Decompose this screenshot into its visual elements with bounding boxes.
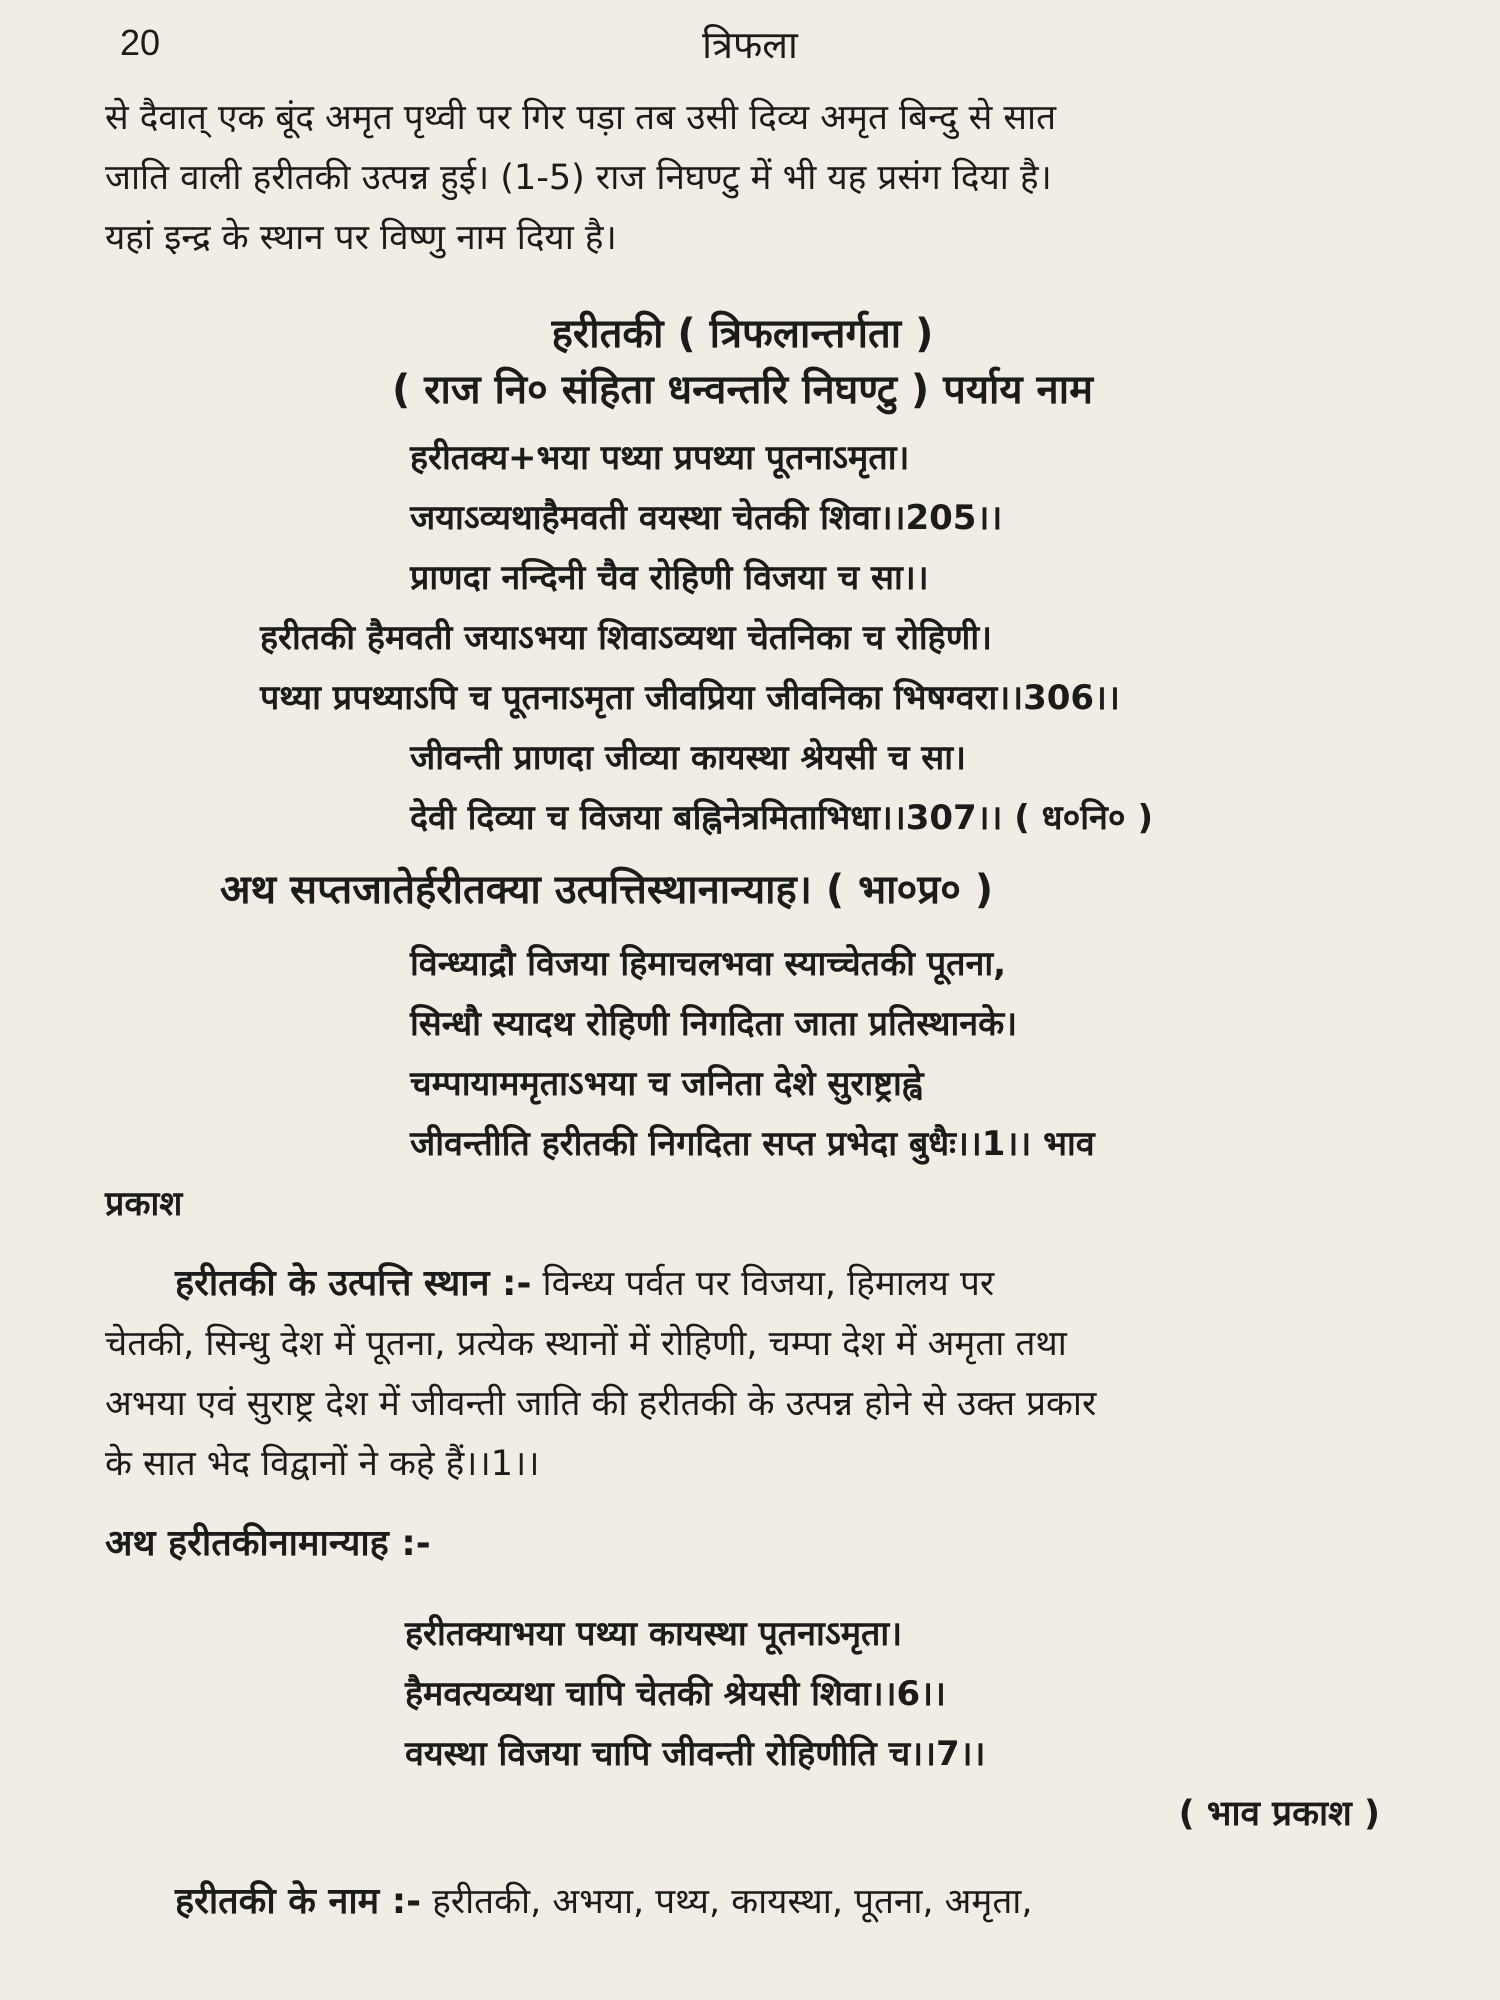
verse-block bbox=[105, 934, 1380, 1234]
text-line: यहां इन्द्र के स्थान पर विष्णु नाम दिया है। bbox=[105, 218, 617, 258]
explanation-paragraph bbox=[105, 1872, 1380, 1932]
text-line: जाति वाली हरीतकी उत्पन्न हुई। (1-5) राज निघण्टु में भी यह प्रसंग दिया है। bbox=[105, 158, 1052, 198]
verse-line: हैमवत्यव्यथा चापि चेतकी श्रेयसी शिवा।।6।। bbox=[405, 1674, 946, 1714]
page-header bbox=[0, 18, 1500, 78]
text-line: के सात भेद विद्वानों ने कहे हैं।।1।। bbox=[105, 1444, 540, 1484]
section-heading: अथ हरीतकीनामान्याह :- bbox=[105, 1523, 431, 1564]
text-line bbox=[105, 1254, 1380, 1314]
verse-line: जयाऽव्यथाहैमवती वयस्था चेतकी शिवा।।205।। bbox=[410, 498, 1003, 538]
verse-line: जीवन्ती प्राणदा जीव्या कायस्था श्रेयसी च सा। bbox=[410, 738, 966, 778]
verse-line: जीवन्तीति हरीतकी निगदिता सप्त प्रभेदा बुधैः।।1।। भाव bbox=[410, 1124, 1095, 1164]
verse-line: विन्ध्याद्रौ विजया हिमाचलभवा स्याच्चेतकी पूतना, bbox=[410, 944, 1007, 984]
text-line bbox=[105, 1872, 1380, 1932]
verse-line: वयस्था विजया चापि जीवन्ती रोहिणीति च।।7।। bbox=[405, 1734, 986, 1774]
verse-line: देवी दिव्या च विजया बह्निनेत्रमिताभिधा।।307।। ( ध०नि० ) bbox=[410, 798, 1153, 838]
text-fragment: विन्ध्य पर्वत पर विजया, हिमालय पर bbox=[542, 1264, 995, 1304]
explanation-lead: हरीतकी के नाम :- bbox=[175, 1881, 422, 1922]
section-heading-block bbox=[105, 306, 1380, 418]
verse-line: सिन्धौ स्यादथ रोहिणी निगदिता जाता प्रतिस्थानके। bbox=[410, 1004, 1018, 1044]
verse-block bbox=[105, 428, 1380, 848]
explanation-lead: हरीतकी के उत्पत्ति स्थान :- bbox=[175, 1263, 532, 1304]
page-number: 20 bbox=[120, 22, 161, 63]
verse-line: हरीतक्य+भया पथ्या प्रपथ्या पूतनाऽमृता। bbox=[410, 438, 910, 478]
source-citation: ( भाव प्रकाश ) bbox=[1178, 1794, 1380, 1834]
page-body bbox=[105, 88, 1380, 1932]
section-heading: हरीतकी ( त्रिफलान्तर्गता ) bbox=[551, 311, 934, 357]
section-subheading: ( राज नि० संहिता धन्वन्तरि निघण्टु ) पर्याय नाम bbox=[391, 367, 1094, 413]
text-line: से दैवात् एक बूंद अमृत पृथ्वी पर गिर पड़ा तब उसी दिव्य अमृत बिन्दु से सात bbox=[105, 98, 1057, 138]
verse-line: हरीतकी हैमवती जयाऽभया शिवाऽव्यथा चेतनिका च रोहिणी। bbox=[260, 618, 993, 658]
verse-line: प्रकाश bbox=[105, 1184, 183, 1224]
verse-line: हरीतक्याभया पथ्या कायस्था पूतनाऽमृता। bbox=[405, 1614, 903, 1654]
intro-paragraph bbox=[105, 88, 1380, 268]
text-line: चेतकी, सिन्धु देश में पूतना, प्रत्येक स्थानों में रोहिणी, चम्पा देश में अमृता तथा bbox=[105, 1324, 1067, 1364]
section-heading: अथ सप्तजातेर्हरीतक्या उत्पत्तिस्थानान्याह। ( भा०प्र० ) bbox=[220, 867, 994, 913]
text-fragment: हरीतकी, अभया, पथ्य, कायस्था, पूतना, अमृता, bbox=[432, 1882, 1033, 1922]
verse-line: पथ्या प्रपथ्याऽपि च पूतनाऽमृता जीवप्रिया जीवनिका भिषग्वरा।।306।। bbox=[260, 678, 1120, 718]
running-title: त्रिफला bbox=[702, 23, 798, 67]
verse-line: चम्पायाममृताऽभया च जनिता देशे सुराष्ट्राह्वे bbox=[410, 1064, 923, 1104]
verse-block bbox=[105, 1604, 1380, 1784]
text-line: अभया एवं सुराष्ट्र देश में जीवन्ती जाति की हरीतकी के उत्पन्न होने से उक्त प्रकार bbox=[105, 1384, 1097, 1424]
verse-line: प्राणदा नन्दिनी चैव रोहिणी विजया च सा।। bbox=[410, 558, 929, 598]
explanation-paragraph bbox=[105, 1254, 1380, 1494]
